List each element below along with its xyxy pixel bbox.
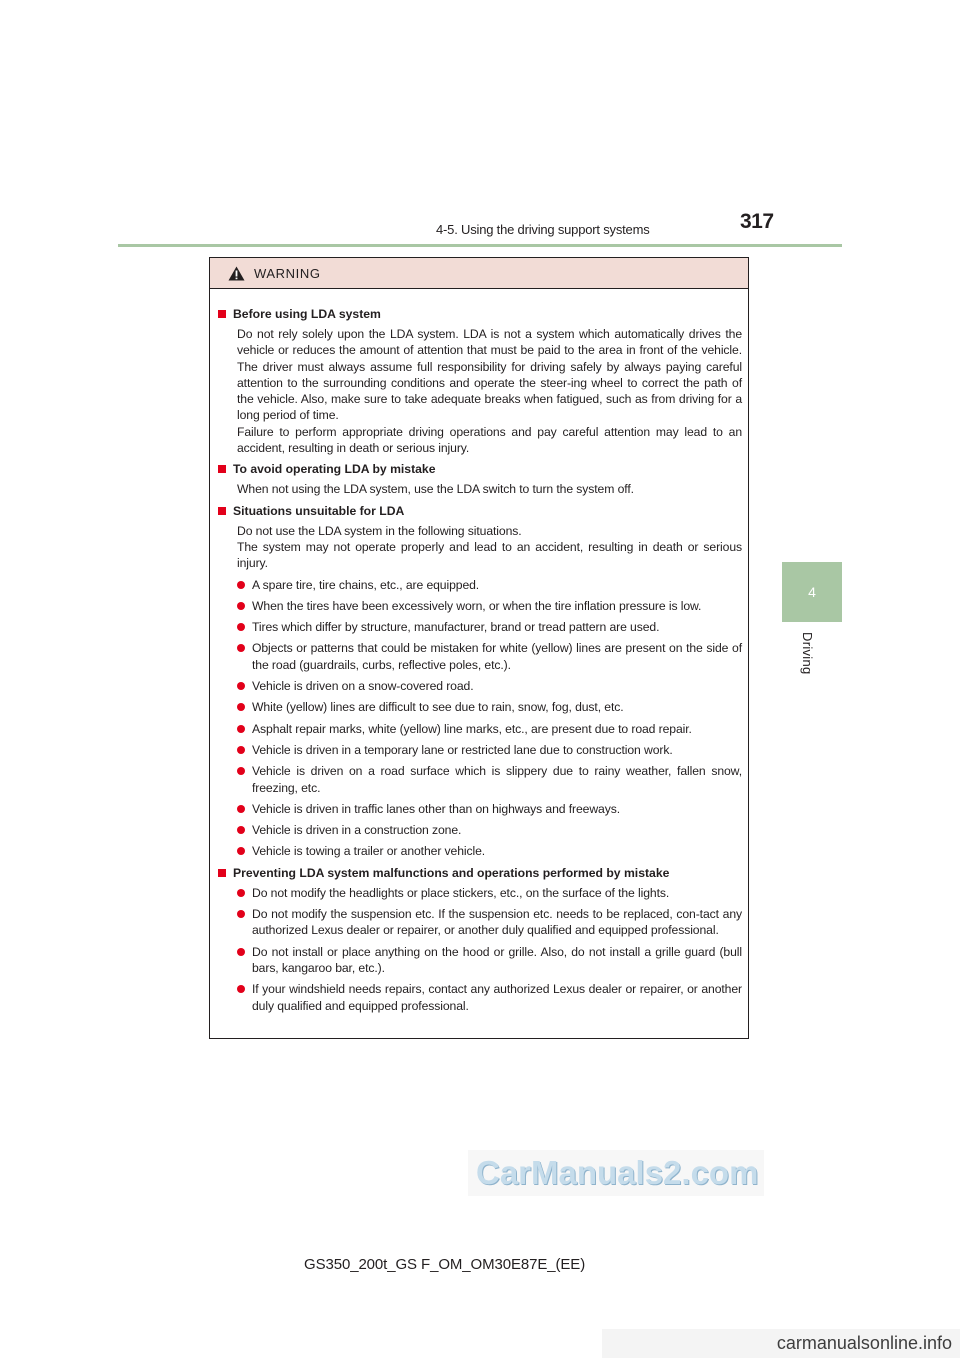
dot-bullet-icon (237, 767, 245, 775)
list-item-text: White (yellow) lines are difficult to see due to rain, snow, fog, dust, etc. (252, 700, 624, 715)
list-item-text: A spare tire, tire chains, etc., are equipped. (252, 577, 480, 592)
section-heading: To avoid operating LDA by mistake (233, 462, 436, 477)
paragraph: Do not use the LDA system in the following situations. (237, 523, 522, 538)
header-divider (118, 244, 842, 247)
dot-bullet-icon (237, 985, 245, 993)
section-heading: Preventing LDA system malfunctions and operations performed by mistake (233, 865, 670, 880)
list-item-text: Vehicle is driven in a temporary lane or restricted lane due to construction work. (252, 742, 673, 757)
warning-body (210, 289, 748, 1014)
list-item-text: Do not modify the suspension etc. If the suspension etc. needs to be replaced, con-tact any authorized Lexus dealer or repairer, or another duly qualified and equipped professional. (252, 907, 742, 938)
warning-header (210, 258, 748, 289)
list-item-text: Tires which differ by structure, manufacturer, brand or tread pattern are used. (252, 620, 660, 635)
watermark-site: carmanualsonline.info (602, 1329, 960, 1358)
list-item-text: If your windshield needs repairs, contact any authorized Lexus dealer or repairer, or another duly qualified and equipped professional. (252, 982, 742, 1013)
list-item (237, 843, 742, 859)
paragraph: The system may not operate properly and lead to an accident, resulting in death or serious injury. (237, 539, 742, 571)
list-item-text: Do not install or place anything on the hood or grille. Also, do not install a grille guard (bull bars, kangaroo bar, etc.). (252, 944, 742, 975)
dot-bullet-icon (237, 826, 245, 834)
list-item-text: When the tires have been excessively worn, or when the tire inflation pressure is low. (252, 598, 702, 613)
list-item (237, 699, 742, 715)
list-item (237, 577, 742, 593)
list-item (237, 801, 742, 817)
list-item (237, 944, 742, 977)
list-item-text: Do not modify the headlights or place stickers, etc., on the surface of the lights. (252, 885, 670, 900)
list-item (237, 598, 742, 614)
watermark-logo: CarManuals2.com (468, 1150, 764, 1196)
section-avoid-mistake (218, 461, 742, 477)
list-item (237, 906, 742, 939)
warning-box (209, 257, 749, 1039)
list-item (237, 822, 742, 838)
warning-heading: WARNING (254, 265, 321, 281)
list-item (237, 678, 742, 694)
section-before-using (218, 306, 742, 322)
list-item (237, 763, 742, 796)
list-item (237, 885, 742, 901)
list-item (237, 742, 742, 758)
list-item (237, 619, 742, 635)
dot-bullet-icon (237, 948, 245, 956)
dot-bullet-icon (237, 910, 245, 918)
list-item-text: Vehicle is towing a trailer or another vehicle. (252, 844, 486, 859)
section-preventing (218, 865, 742, 881)
square-bullet-icon (218, 310, 226, 318)
dot-bullet-icon (237, 602, 245, 610)
page-number: 317 (740, 210, 774, 233)
square-bullet-icon (218, 465, 226, 473)
section-title: 4-5. Using the driving support systems (436, 222, 650, 237)
list-item-text: Vehicle is driven in traffic lanes other than on highways and freeways. (252, 801, 620, 816)
dot-bullet-icon (237, 847, 245, 855)
dot-bullet-icon (237, 889, 245, 897)
dot-bullet-icon (237, 623, 245, 631)
dot-bullet-icon (237, 581, 245, 589)
section-unsuitable (218, 503, 742, 519)
list-item-text: Vehicle is driven in a construction zone. (252, 823, 462, 838)
dot-bullet-icon (237, 644, 245, 652)
list-item-text: Asphalt repair marks, white (yellow) line marks, etc., are present due to road repair. (252, 721, 692, 736)
paragraph: Do not rely solely upon the LDA system. LDA is not a system which automatically drives the vehicle or reduces the amount of attention that must be paid to the area in front of the vehicle. The driver must always assume full responsibility for driving safely by always paying careful attention to the surrounding conditions and operate the steer-ing wheel to correct the path of the vehicle. Also, make sure to take adequate breaks when fatigued, such as from driving for a long period of time. (237, 327, 742, 423)
chapter-tab[interactable]: 4 (782, 562, 842, 622)
list-item (237, 640, 742, 673)
dot-bullet-icon (237, 703, 245, 711)
square-bullet-icon (218, 869, 226, 877)
dot-bullet-icon (237, 805, 245, 813)
section-heading: Before using LDA system (233, 307, 381, 321)
warning-triangle-icon (228, 266, 245, 281)
footer-code: GS350_200t_GS F_OM_OM30E87E_(EE) (304, 1256, 586, 1273)
list-item-text: Objects or patterns that could be mistaken for white (yellow) lines are present on the side of the road (guardrails, curbs, reflective poles, etc.). (252, 641, 742, 672)
dot-bullet-icon (237, 746, 245, 754)
list-item-text: Vehicle is driven on a snow-covered road. (252, 679, 474, 694)
square-bullet-icon (218, 507, 226, 515)
list-item (237, 981, 742, 1014)
section-heading: Situations unsuitable for LDA (233, 503, 405, 518)
list-item (237, 721, 742, 737)
dot-bullet-icon (237, 682, 245, 690)
dot-bullet-icon (237, 725, 245, 733)
paragraph: Failure to perform appropriate driving operations and pay careful attention may lead to an accident, resulting in death or serious injury. (237, 424, 742, 456)
paragraph: When not using the LDA system, use the LDA switch to turn the system off. (237, 482, 634, 497)
list-item-text: Vehicle is driven on a road surface which is slippery due to rainy weather, fallen snow, freezing, etc. (252, 764, 742, 795)
chapter-label: Driving (800, 632, 815, 675)
